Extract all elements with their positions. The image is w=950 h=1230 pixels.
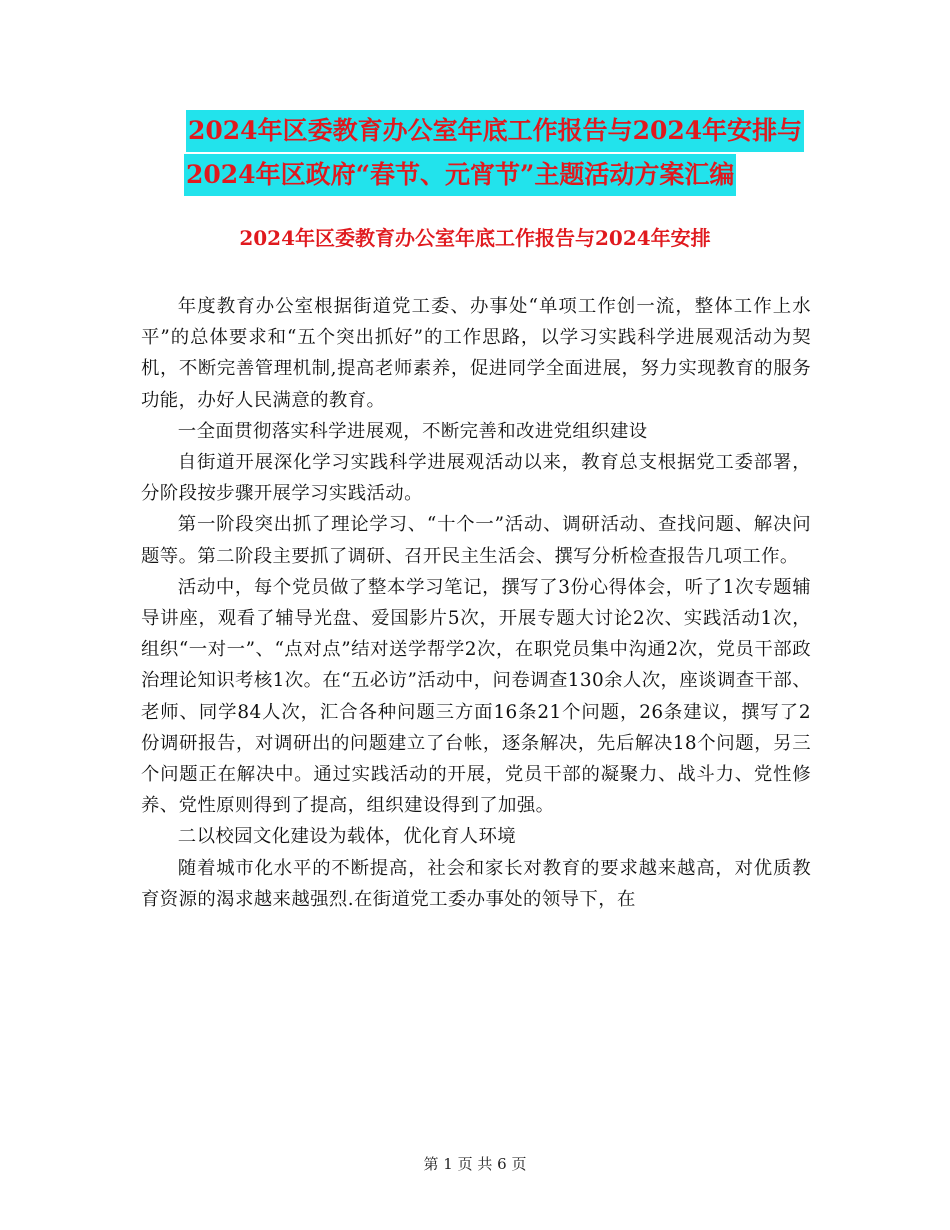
section-heading: 2024年区委教育办公室年底工作报告与2024年安排 (239, 226, 711, 250)
paragraph-2: 一全面贯彻落实科学进展观，不断完善和改进党组织建设 (177, 420, 648, 442)
paragraph-1: 年度教育办公室根据街道党工委、办事处“单项工作创一流，整体工作上水平”的总体要求和“五个突出抓好”的工作思路，以学习实践科学进展观活动为契机，不断完善管理机制,提高老师素养，促进同学全面进展，努力实现教育的服务功能，办好人民满意的教育。 (141, 296, 811, 411)
title-line-1: 2024年区委教育办公室年底工作报告与2024年安排与 (186, 110, 804, 152)
paragraph-3: 自街道开展深化学习实践科学进展观活动以来，教育总支根据党工委部署，分阶段按步骤开展学习实践活动。 (141, 452, 811, 505)
document-body (141, 291, 811, 915)
title-line-2: 2024年区政府“春节、元宵节”主题活动方案汇编 (184, 154, 736, 196)
paragraph-6: 二以校园文化建设为载体，优化育人环境 (177, 826, 517, 848)
paragraph-7: 随着城市化水平的不断提高，社会和家长对教育的要求越来越高，对优质教育资源的渴求越来越强烈.在街道党工委办事处的领导下，在 (141, 857, 811, 910)
paragraph-5: 活动中，每个党员做了整本学习笔记，撰写了3份心得体会，听了1次专题辅导讲座，观看了辅导光盘、爱国影片5次，开展专题大讨论2次、实践活动1次，组织“一对一”、“点对点”结对送学帮学2次，在职党员集中沟通2次，党员干部政治理论知识考核1次。在“五必访”活动中，问卷调查130余人次，座谈调查干部、老师、同学84人次，汇合各种问题三方面16条21个问题，26条建议，撰写了2份调研报告，对调研出的问题建立了台帐，逐条解决，先后解决18个问题，另三个问题正在解决中。通过实践活动的开展，党员干部的凝聚力、战斗力、党性修养、党性原则得到了提高，组织建设得到了加强。 (141, 576, 811, 817)
paragraph-4: 第一阶段突出抓了理论学习、“十个一”活动、调研活动、查找问题、解决问题等。第二阶段主要抓了调研、召开民主生活会、撰写分析检查报告几项工作。 (141, 514, 811, 567)
page-number-footer: 第 1 页 共 6 页 (423, 1155, 527, 1173)
